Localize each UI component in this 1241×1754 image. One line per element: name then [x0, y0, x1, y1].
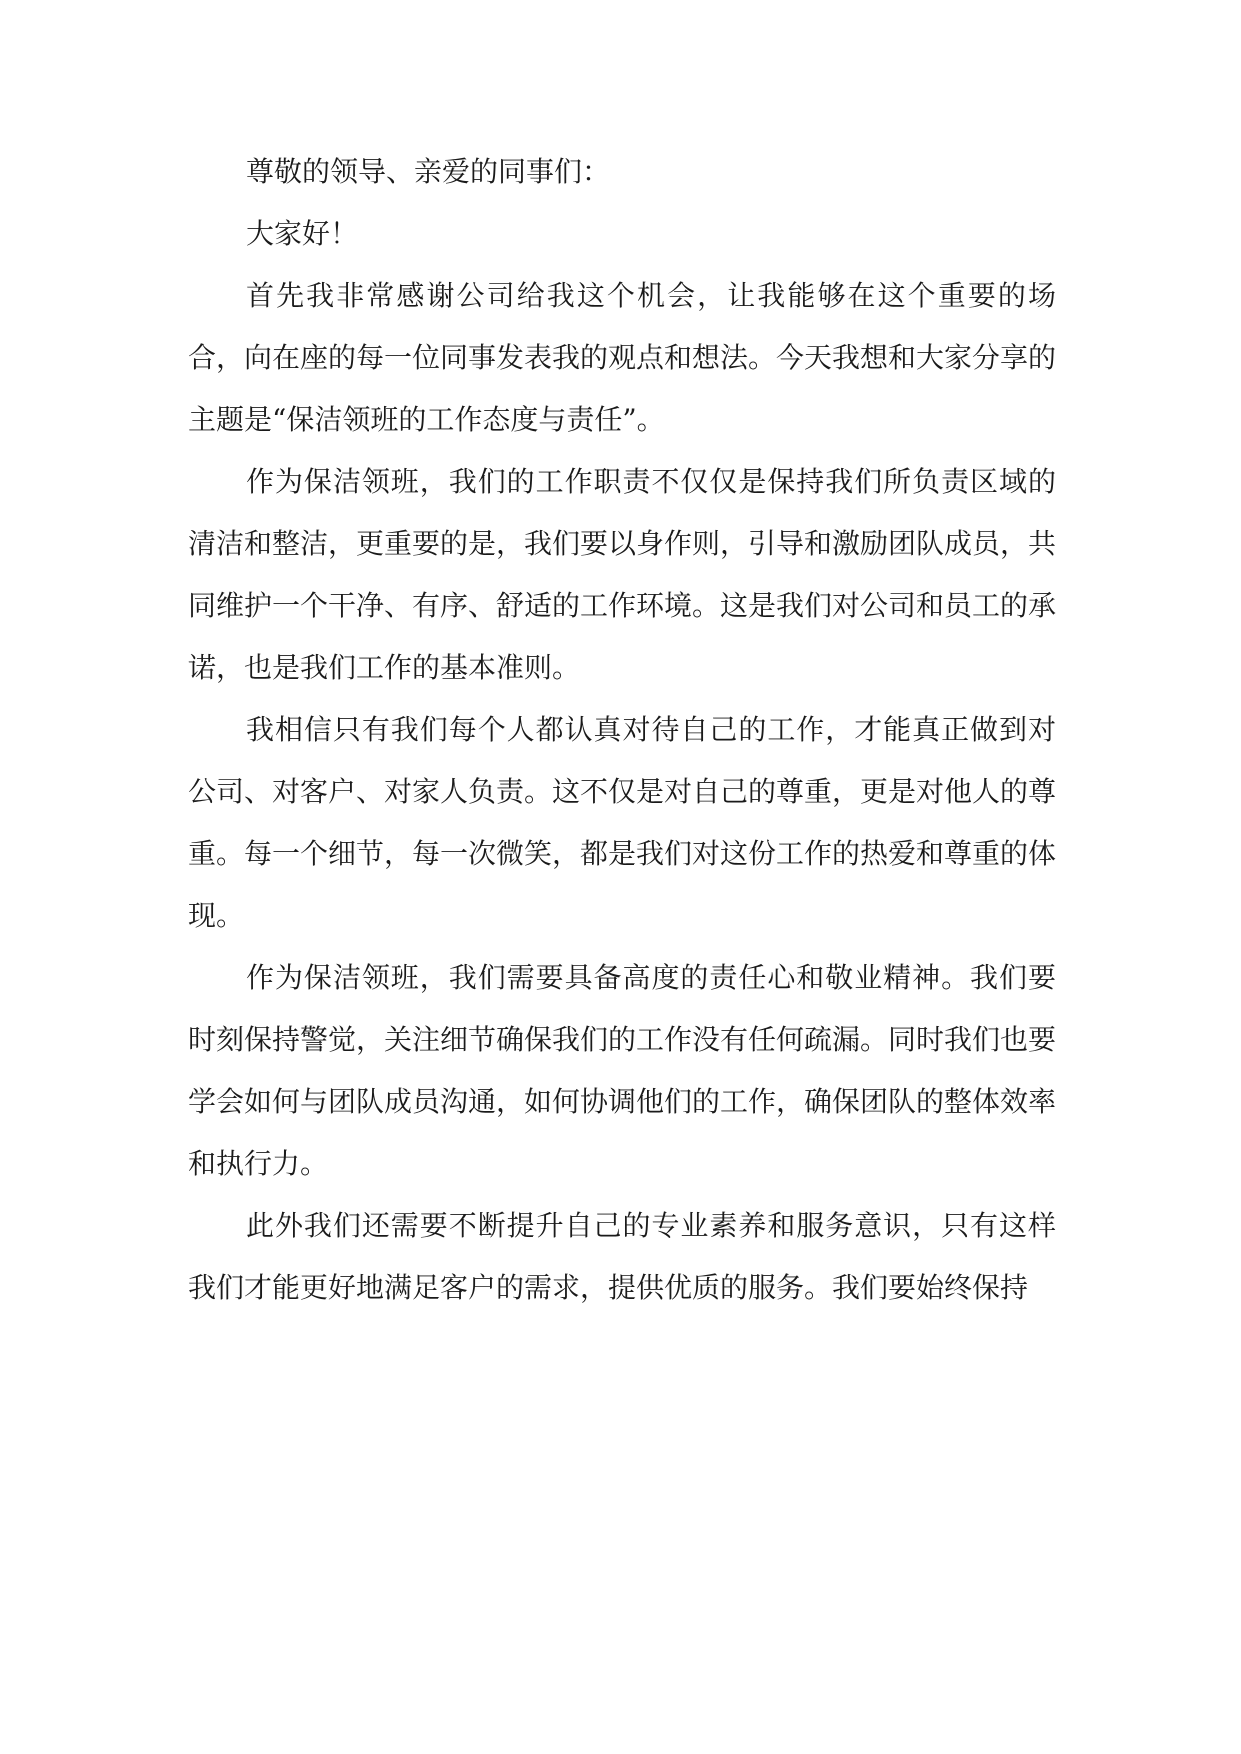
- greeting-paragraph: 大家好！: [246, 217, 359, 250]
- body-paragraph: 我相信只有我们每个人都认真对待自己的工作，才能真正做到对公司、对客户、对家人负责。这不仅是对自己的尊重，更是对他人的尊重。每一个细节，每一次微笑，都是我们对这份工作的热爱和尊重的体现。: [188, 713, 1057, 932]
- document-body: [188, 141, 1056, 1319]
- body-paragraph: 首先我非常感谢公司给我这个机会，让我能够在这个重要的场合，向在座的每一位同事发表我的观点和想法。今天我想和大家分享的主题是“保洁领班的工作态度与责任”。: [188, 279, 1057, 436]
- body-paragraph: 此外我们还需要不断提升自己的专业素养和服务意识，只有这样我们才能更好地满足客户的需求，提供优质的服务。我们要始终保持: [188, 1209, 1056, 1304]
- body-paragraph: 作为保洁领班，我们需要具备高度的责任心和敬业精神。我们要时刻保持警觉，关注细节确保我们的工作没有任何疏漏。同时我们也要学会如何与团队成员沟通，如何协调他们的工作，确保团队的整体效率和执行力。: [188, 961, 1057, 1180]
- body-paragraph: 作为保洁领班，我们的工作职责不仅仅是保持我们所负责区域的清洁和整洁，更重要的是，我们要以身作则，引导和激励团队成员，共同维护一个干净、有序、舒适的工作环境。这是我们对公司和员工的承诺，也是我们工作的基本准则。: [188, 465, 1057, 684]
- salutation-paragraph: 尊敬的领导、亲爱的同事们：: [246, 155, 611, 188]
